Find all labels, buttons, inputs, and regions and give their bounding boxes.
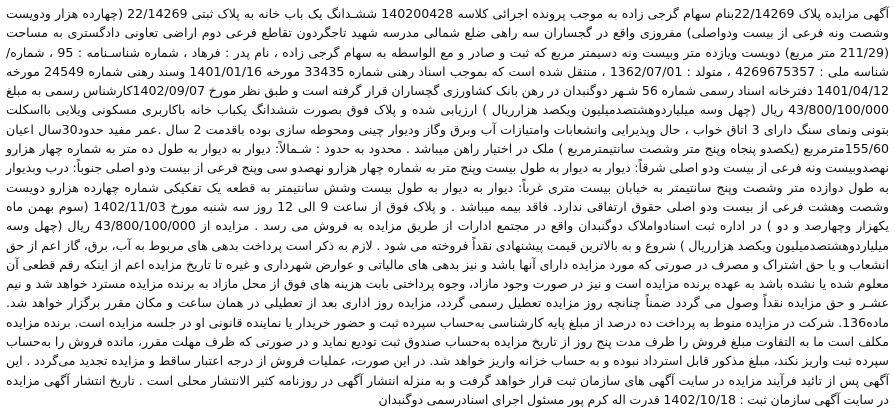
auction-notice-text: آگهی مزایده پلاک 22/14269بنام سهام گرجی زاده به موجب پرونده اجرائی کلاسه 140200428 ششـدانگ یک باب خانه به پلاک ثبتی 22/14269 (چهارده هزار ودویست وشصت ونه فرعی از بیست ودواصلی) مفروزی واقع در گجساران سه راهی ضلع شمالی مدرسه شهید تاجگردون تقاطع فرعی دوم اراضی تعاونی دادگستری به مساحت (211/29 متر مربع) دویست ویازده متر وبیست ونه دسیمتر مربع که ثبت و صادر و مع الواسطه به سهام گرجی زاده ، نام پدر : فرهاد ، شماره شناسـنامه : 95 ، شماره/شناسه ملی : 4269675357 ، متولد : 1362/07/01 ، منتقل شده است که بموجب اسناد رهنی شماره 33435 مورخه 1401/01/16 وسند رهنی شماره 24549 مورخه 1401/04/12 دفترخانه اسناد رسمی شماره 56 شـهر دوگنبدان در رهن بانک کشاورزی گچساران قرار گرفته است و طبق نظر مورخ 1402/09/07کارشناس رسمی به مبلغ 43/800/100/000 ریال (چهل وسه میلیاردوهشتصدمیلیون ویکصد هزارریال ) ارزیابی شده و پلاک فوق بصورت ششدانگ یکباب خانه باکاربری مسکونی ویلایی بااسکلت بتونی ونمای سنگ دارای 3 اتاق خواب ، حال وپذیرایی وانشعابات وامتیازات آب وبرق وگاز ودیوار چینی ومحوطه سازی بوده باقدمت 2 سال .عمر مفید حدود30سال اعیان 155/60مترمربع (یکصدو پنجاه وپنج متر وشصت سانتیمترمربع ) ملک در اختیار راهن میباشد . محدود به حدود : شـمالاً: دیوار به دیوار به طول ده متر به شماره چهار هزارو نهصدوبیست ونه فرعی از بیست ودو اصلی شرقاً: دیوار به دیوار به طول بیست وپنج متر به شماره چهار هزارو نهصدو سی وپنج فرعی از بیست ودو اصلی جنوباً: درب وبدیوار به طول دوازده متر وشصت وپنج سانتیمتر به خیابان بیست متری غرباً: دیوار به دیوار به طول بیست وشش سانتیمتر به قطعه یک تفکیکی شماره چهارده هزارو دویست وشصت وهشت فرعی از بیست ودو اصلی حقوق ارتفاقی ندارد. فاقد بیمه میباشد . و پلاک فوق از ساعت 9 الی 12 روز سه شنبه مورخ 1402/11/03 (سوم بهمن ماه یکهزار وچهارصد و دو ) در اداره ثبت اسنادواملاک دوگنبدان واقع در مجتمع ادارات از طریق مزایده به فروش می رسد . مزایده از 43/800/100/000 ریال (چهل وسه میلیاردوهشتصدمیلیون ویکصد هزارریال ) شروع و به بالاترین قیمت پیشنهادی نقداً فروخته می شود . لازم به ذکر است پرداخت بدهی های مربوط به آب، برق، گاز اعم از حق انشعاب و یا حق اشتراک و مصرف در صورتی که مورد مزایده دارای آنها باشد و نیز بدهی های مالیاتی و عوارض شهرداری و غیره تا تاریخ مزایده اعم از اینکه رقم قطعی آن معلوم شده یا نشده باشد به عهده برنده مزایده است و نیز در صورت وجود مازاد، وجوه پرداختی بابت هزینه های فوق از محل مازاد به برنده مزایده مسترد خواهد شد و نیم عشـر و حق مزایده نقداً وصول می گردد ضمناً چنانچه روز مزایده تعطیل رسمی گردد، مزایده روز اداری بعد از تعطیلی در همان ساعت و مکان مقرر برگزار خواهد شد. ماده136. شرکت در مزایده منوط به پرداخت ده درصد از مبلغ پایه کارشناسی به‌حساب سپرده ثبت و حضور خریدار یا نماینده قانونی او در جلسه مزایده است. برنده مزایده مکلف است ما به التفاوت مبلغ فروش را ظرف مدت پنج روز از تاریخ مزایده به‌حساب صندوق ثبت تودیع نماید و در صورتی که ظرف مهلت مقرر، مانده فروش را به‌حساب سپرده ثبت واریز نکند، مبلغ مذکور قابل استرداد نبوده و به حساب خزانه واریز خواهد شد. در این صورت، عملیات فروش از درجه اعتبار ساقط و مزایده تجدید می‌گردد . این آگهی پس از تائید فرآیند مزایده در سایت آگهی های سازمان ثبت قرار خواهد گرفت و به منزله انتشار آگهی در روزنامه کثیر الانتشار محلی است . تاریخ انتشار آگهی مزایده در سایت آگهی سازمان ثبت : 1402/10/18 قدرت اله کرم پور مسئول اجرای اسنادرسمی دوگنبدان (6, 6, 890, 407)
